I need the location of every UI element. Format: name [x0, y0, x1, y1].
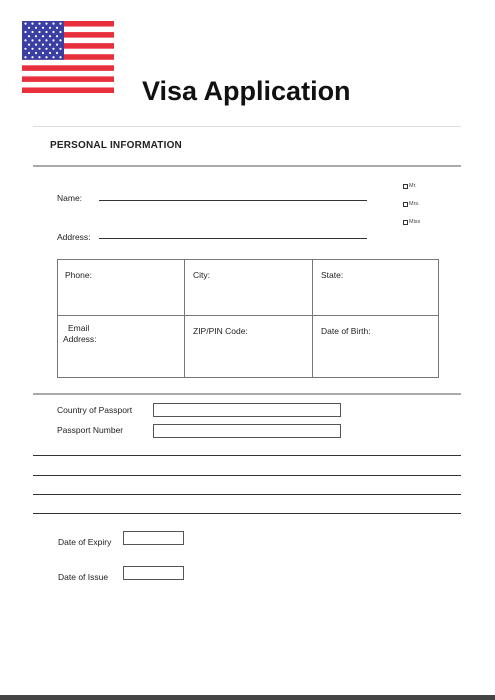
passport-number-label: Passport Number: [57, 425, 124, 435]
checkbox-box: [403, 184, 408, 189]
page-bottom-edge: [0, 695, 495, 700]
name-label: Name:: [57, 193, 83, 203]
divider: [33, 165, 461, 167]
state-cell[interactable]: State:: [321, 270, 344, 280]
grid-divider: [58, 315, 438, 316]
title-checkbox-mr[interactable]: [403, 183, 417, 189]
date-of-expiry-field[interactable]: [123, 531, 184, 545]
grid-divider: [312, 260, 313, 377]
page-title: Visa Application: [142, 76, 351, 106]
date-of-expiry-label: Date of Expiry: [58, 537, 112, 547]
email-label-line2: Address:: [63, 334, 97, 344]
writing-line[interactable]: [33, 513, 461, 514]
section-heading: PERSONAL INFORMATION: [50, 140, 182, 151]
city-cell[interactable]: City:: [193, 270, 210, 280]
passport-number-field[interactable]: [153, 424, 341, 438]
writing-line[interactable]: [33, 455, 461, 456]
date-of-issue-field[interactable]: [123, 566, 184, 580]
phone-cell[interactable]: Phone:: [65, 270, 92, 280]
divider: [33, 393, 461, 395]
title-checkbox-mrs[interactable]: [403, 201, 420, 207]
email-label-line1: Email: [68, 323, 90, 333]
writing-line[interactable]: [33, 494, 461, 495]
writing-line[interactable]: [33, 475, 461, 476]
divider: [33, 126, 461, 127]
grid-divider: [184, 260, 185, 377]
checkbox-label: Mrs.: [409, 201, 420, 207]
date-of-issue-label: Date of Issue: [58, 572, 109, 582]
checkbox-box: [403, 202, 408, 207]
checkbox-box: [403, 220, 408, 225]
address-field[interactable]: [99, 238, 367, 239]
country-of-passport-field[interactable]: [153, 403, 341, 417]
title-checkbox-miss[interactable]: [403, 219, 420, 225]
checkbox-label: Miss: [409, 219, 421, 225]
us-flag-icon: [22, 21, 114, 93]
zip-cell[interactable]: ZIP/PIN Code:: [193, 326, 248, 336]
contact-grid: [57, 259, 439, 378]
checkbox-label: Mr.: [409, 183, 417, 189]
country-of-passport-label: Country of Passport: [57, 405, 133, 415]
dob-cell[interactable]: Date of Birth:: [321, 326, 371, 336]
name-field[interactable]: [99, 200, 367, 201]
address-label: Address:: [57, 232, 91, 242]
email-cell[interactable]: [63, 323, 97, 345]
